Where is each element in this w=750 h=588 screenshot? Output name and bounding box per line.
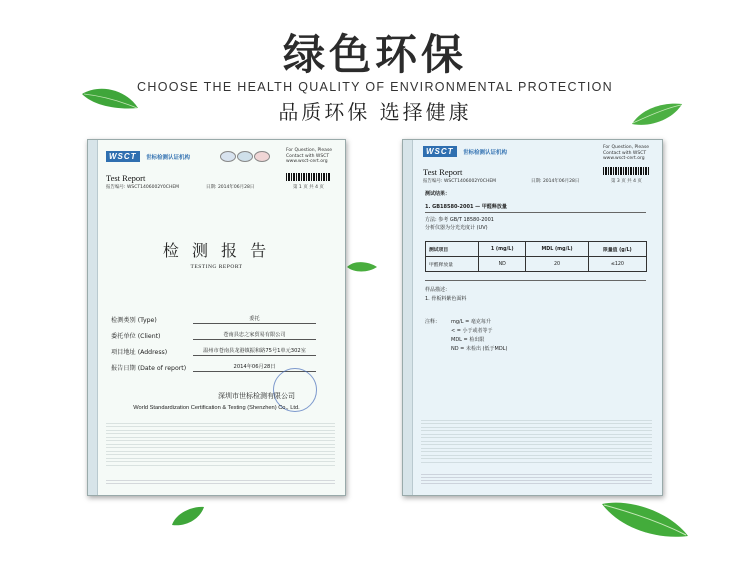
field-value: 2014年06月28日 — [193, 363, 316, 372]
table-cell: 20 — [526, 257, 589, 272]
notes-sample: 1. 骨板料紫色面料 — [425, 296, 467, 302]
table-header: 1 (mg/L) — [479, 242, 526, 257]
field-client — [111, 331, 326, 341]
org-name: 世标检测认证机构 — [463, 150, 508, 156]
results-table — [425, 241, 647, 272]
field-label: 报告日期 (Date of report) — [111, 365, 187, 372]
doc-title: 检 测 报 告 — [162, 241, 271, 260]
table-header: 限量值 (g/L) — [588, 242, 646, 257]
report-number: 报告编号: WSCT1406002Y0CHEM — [106, 185, 180, 190]
binding-stripe — [88, 140, 98, 495]
report-label: Test Report — [106, 173, 146, 183]
page-number: 第 3 页 共 4 页 — [611, 179, 642, 184]
field-value: 委托 — [193, 315, 316, 324]
fine-print — [421, 420, 652, 464]
remark-heading: 注释： — [425, 319, 441, 325]
doc-subtitle: TESTING REPORT — [190, 264, 243, 270]
org-name: 世标检测认证机构 — [146, 155, 191, 161]
footer-address — [106, 480, 335, 486]
remark-item: ND = 未检出 (低于MDL) — [451, 346, 508, 352]
leaf-icon — [80, 86, 140, 112]
contact-info: For Question, Please Contact with WSCT www.wsct-cert.org — [286, 148, 333, 164]
report-date: 日期: 2014年06月28日 — [531, 179, 580, 184]
standard-title: 1. GB18580-2001 — 甲醛释放量 — [425, 204, 507, 210]
barcode — [286, 173, 331, 181]
fine-print — [106, 423, 335, 468]
lab-name-en: World Standardization Certification & Testing (Shenzhen) Co., Ltd. — [133, 405, 300, 411]
table-cell: ≤120 — [588, 257, 646, 272]
page-subtitle-cn: 品质环保 选择健康 — [278, 100, 472, 124]
method-line-1: 方法: 参考 GB/T 18580-2001 — [425, 217, 494, 223]
method-line-2: 分析仪器为分光光度计 (UV) — [425, 225, 488, 231]
result-heading: 测试结果： — [425, 191, 451, 197]
notes-heading: 样品描述： — [425, 287, 451, 293]
cnas-logo — [237, 151, 253, 162]
table-header: MDL (mg/L) — [526, 242, 589, 257]
leaf-icon — [346, 260, 378, 274]
cma-logo — [254, 151, 270, 162]
page-subtitle-en: CHOOSE THE HEALTH QUALITY OF ENVIRONMENTAL PROTECTION — [137, 80, 613, 94]
lab-name-cn: 深圳市世标检测有限公司 — [218, 392, 295, 400]
contact-info: For Question, Please Contact with WSCT www.wsct-cert.org — [603, 145, 650, 161]
divider — [425, 280, 646, 281]
field-label: 检测类别 (Type) — [111, 317, 157, 324]
field-value: 苍南县忠之家贸易有限公司 — [193, 331, 316, 340]
leaf-icon — [170, 505, 206, 527]
barcode — [603, 167, 649, 175]
leaf-icon — [630, 100, 684, 128]
test-report-cover — [87, 139, 346, 496]
table-row — [426, 257, 647, 272]
field-type — [111, 315, 326, 325]
leaf-icon — [600, 500, 690, 540]
remark-item: MDL = 检出限 — [451, 337, 485, 343]
test-report-results — [402, 139, 663, 496]
binding-stripe — [403, 140, 413, 495]
field-address — [111, 347, 326, 357]
report-date: 日期: 2014年06月28日 — [206, 185, 255, 190]
table-header: 测试项目 — [426, 242, 479, 257]
page-title: 绿色环保 — [282, 30, 467, 79]
footer-address — [421, 474, 652, 484]
page-number: 第 1 页 共 4 页 — [293, 185, 324, 190]
report-number: 报告编号: WSCT1406002Y0CHEM — [423, 179, 497, 184]
report-label: Test Report — [423, 167, 463, 177]
wsct-logo: WSCT — [423, 146, 457, 157]
table-cell: 甲醛释放量 — [426, 257, 479, 272]
divider — [425, 212, 646, 213]
field-label: 项目地址 (Address) — [111, 349, 168, 356]
table-cell: ND — [479, 257, 526, 272]
wsct-logo: WSCT — [106, 151, 140, 162]
remark-item: mg/L = 毫克每升 — [451, 319, 491, 325]
ilac-logo — [220, 151, 236, 162]
field-value: 温州市苍南县龙港镇振和路75号1单元302室 — [193, 347, 316, 356]
table-header-row — [426, 242, 647, 257]
remark-item: < = 小于或者等于 — [451, 328, 493, 334]
field-label: 委托单位 (Client) — [111, 333, 161, 340]
